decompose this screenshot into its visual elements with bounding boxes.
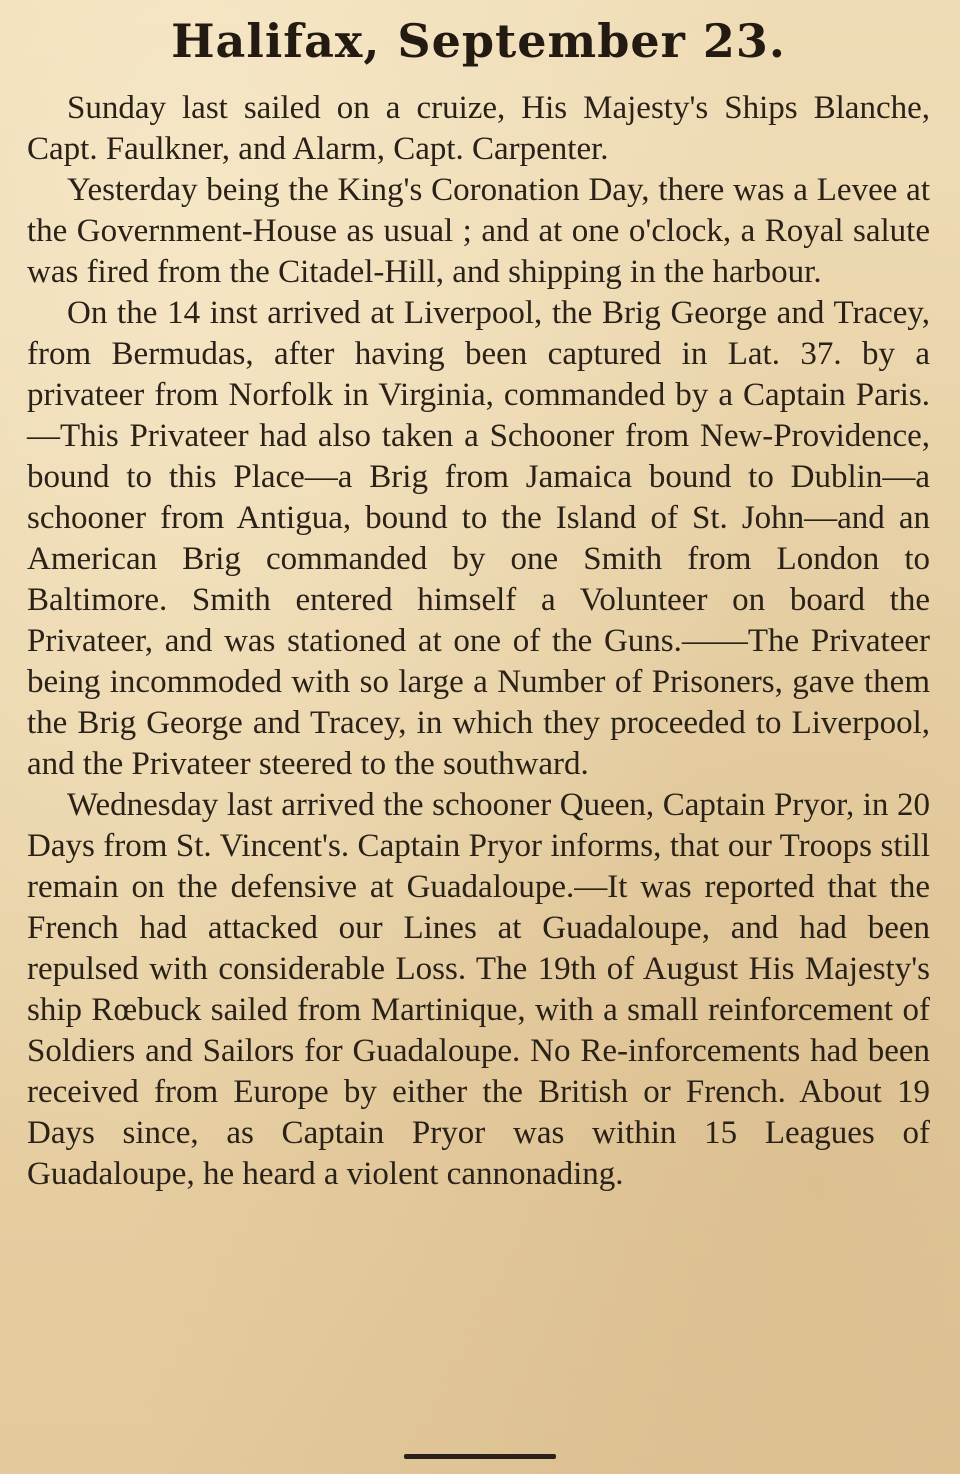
paragraph-guadaloupe: Wednesday last arrived the schooner Queen, Captain Pryor, in 20 Days from St. Vincent's. Captain Pryor informs, that our Troops still remain on the defensive at Guadaloupe.—It was reported that the French had attacked our Lines at Guadaloupe, and had been repulsed with considerable Loss. The 19th of August His Majesty's ship Rœbuck sailed from Martinique, with a small reinforcement of Soldiers and Sailors for Guadaloupe. No Re-inforcements had been received from Europe by either the British or French. About 19 Days since, as Captain Pryor was within 15 Leagues of Guadaloupe, he heard a violent cannonading. bbox=[27, 787, 930, 1192]
paragraph-sailing: Sunday last sailed on a cruize, His Majesty's Ships Blanche, Capt. Faulkner, and Alarm, Capt. Carpenter. bbox=[27, 90, 930, 167]
news-article bbox=[27, 88, 930, 1195]
closing-rule bbox=[404, 1454, 556, 1459]
dateline-heading: Halifax, September 23. bbox=[171, 14, 786, 68]
paragraph-coronation: Yesterday being the King's Coronation Day, there was a Levee at the Government-House as usual ; and at one o'clock, a Royal salute was fired from the Citadel-Hill, and shipping in the harbour. bbox=[27, 172, 930, 290]
paragraph-liverpool: On the 14 inst arrived at Liverpool, the Brig George and Tracey, from Bermudas, after having been captured in Lat. 37. by a privateer from Norfolk in Virginia, commanded by a Captain Paris.—This Privateer had also taken a Schooner from New-Providence, bound to this Place—a Brig from Jamaica bound to Dublin—a schooner from Antigua, bound to the Island of St. John—and an American Brig commanded by one Smith from London to Baltimore. Smith entered himself a Volunteer on board the Privateer, and was stationed at one of the Guns.——The Privateer being incommoded with so large a Number of Prisoners, gave them the Brig George and Tracey, in which they proceeded to Liverpool, and the Privateer steered to the southward. bbox=[27, 295, 930, 782]
